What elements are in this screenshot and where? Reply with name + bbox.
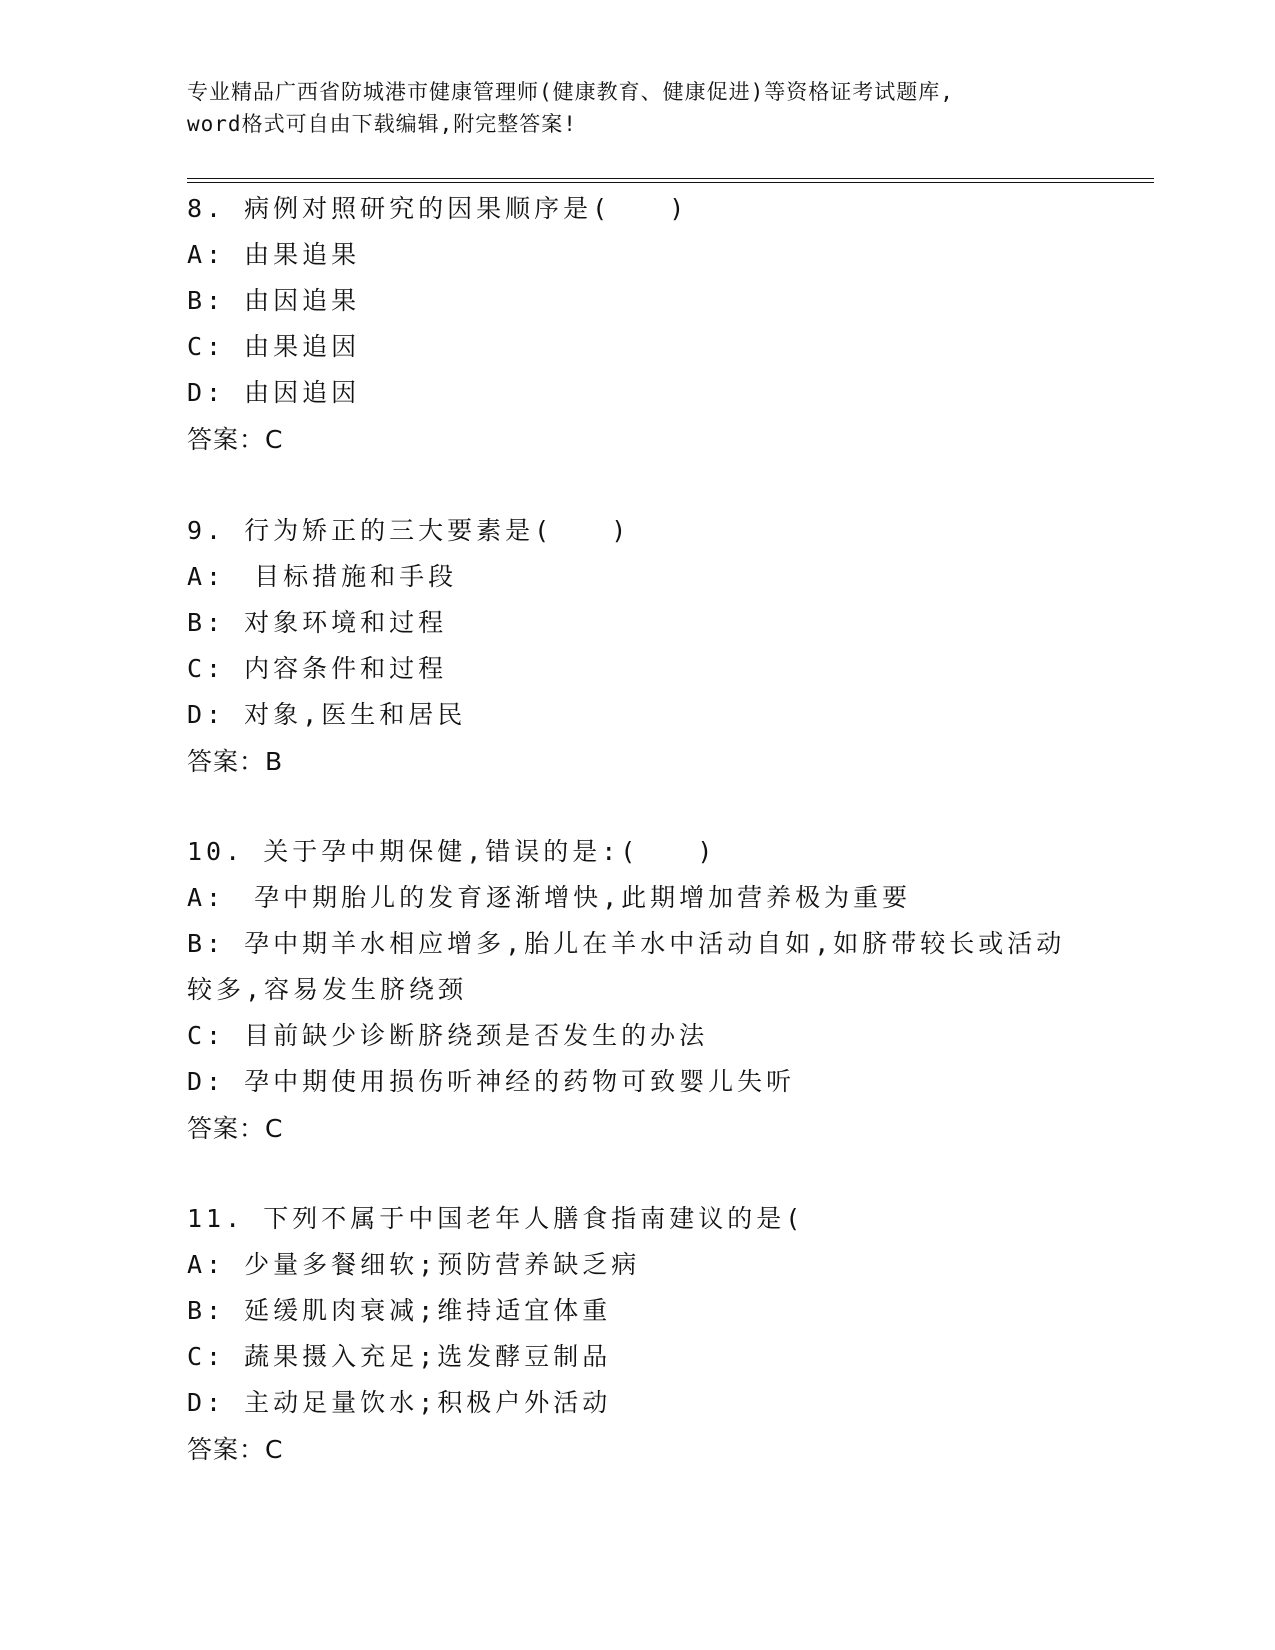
answer-line: 答案：B <box>187 747 284 776</box>
header-divider-bottom <box>187 182 1154 183</box>
question-stem: 10. 关于孕中期保健,错误的是:( ) <box>187 837 717 866</box>
option-a: A: 目标措施和手段 <box>187 562 458 591</box>
question-stem: 8. 病例对照研究的因果顺序是( ) <box>187 194 689 223</box>
header-divider-top <box>187 178 1154 179</box>
header-line-1: 专业精品广西省防城港市健康管理师(健康教育、健康促进)等资格证考试题库, <box>187 80 954 104</box>
option-c: C: 由果追因 <box>187 332 361 361</box>
header-line-2: word格式可自由下载编辑,附完整答案! <box>187 112 577 136</box>
question-stem: 9. 行为矫正的三大要素是( ) <box>187 516 631 545</box>
answer-line: 答案：C <box>187 425 284 454</box>
option-a: A: 少量多餐细软;预防营养缺乏病 <box>187 1250 641 1279</box>
option-a: A: 由果追果 <box>187 240 361 269</box>
question-block-10 <box>187 829 1087 1152</box>
document-header <box>187 76 1087 140</box>
question-block-9 <box>187 508 1087 785</box>
option-b: B: 对象环境和过程 <box>187 608 448 637</box>
option-d: D: 主动足量饮水;积极户外活动 <box>187 1388 612 1417</box>
option-c: C: 内容条件和过程 <box>187 654 448 683</box>
option-d: D: 由因追因 <box>187 378 361 407</box>
option-c: C: 蔬果摄入充足;选发酵豆制品 <box>187 1342 612 1371</box>
option-b: B: 孕中期羊水相应增多,胎儿在羊水中活动自如,如脐带较长或活动较多,容易发生脐绕颈 <box>187 929 1066 1004</box>
option-a: A: 孕中期胎儿的发育逐渐增快,此期增加营养极为重要 <box>187 883 912 912</box>
question-block-8 <box>187 186 1087 463</box>
option-b: B: 由因追果 <box>187 286 361 315</box>
option-d: D: 孕中期使用损伤听神经的药物可致婴儿失听 <box>187 1067 796 1096</box>
option-d: D: 对象,医生和居民 <box>187 700 467 729</box>
question-block-11 <box>187 1196 1087 1473</box>
option-c: C: 目前缺少诊断脐绕颈是否发生的办法 <box>187 1021 709 1050</box>
option-b: B: 延缓肌肉衰减;维持适宜体重 <box>187 1296 612 1325</box>
question-stem: 11. 下列不属于中国老年人膳食指南建议的是( <box>187 1204 805 1233</box>
answer-line: 答案：C <box>187 1114 284 1143</box>
answer-line: 答案：C <box>187 1435 284 1464</box>
